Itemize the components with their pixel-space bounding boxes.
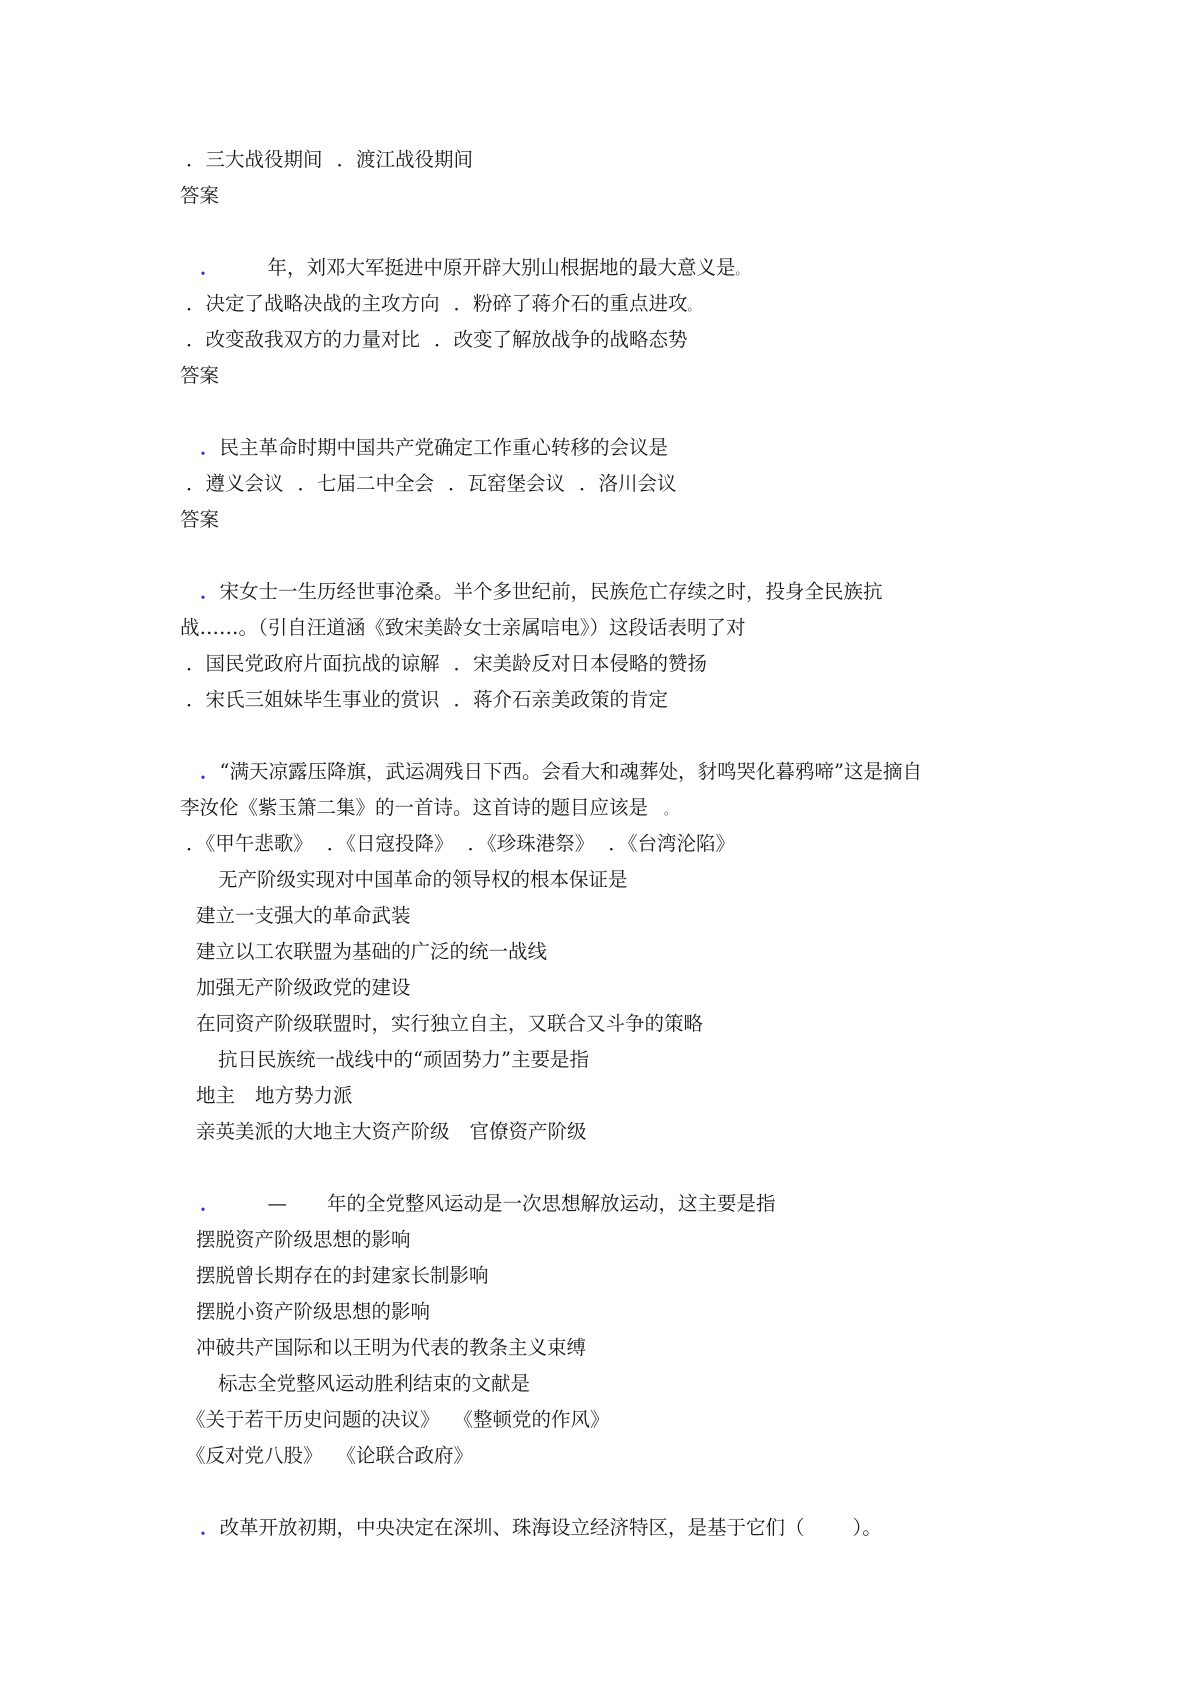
option-c: ．宋氏三姐妹毕生事业的赏识 [186, 688, 440, 711]
question-number-marker: ． [200, 580, 220, 603]
question-text: 宋女士一生历经世事沧桑。半个多世纪前，民族危亡存续之时，投身全民族抗 [219, 580, 883, 603]
option-a: ．决定了战略决战的主攻方向 [186, 292, 440, 315]
question-5-stem: 无产阶级实现对中国革命的领导权的根本保证是 [218, 868, 628, 891]
answer-label: 答案 [180, 364, 220, 387]
question-3-stem-line-1 [200, 580, 883, 604]
option-c: ．《珍珠港祭》 [467, 832, 595, 855]
option-a: ．遵义会议 [186, 472, 284, 495]
option-b: ．七届二中全会 [297, 472, 435, 495]
question-7-option-c: 摆脱小资产阶级思想的影响 [196, 1300, 431, 1323]
question-number-marker: ． [200, 760, 220, 783]
question-4-stem-line-1 [200, 760, 922, 784]
option-b: 《整顿党的作风》 [453, 1408, 610, 1431]
option-d: ．洛川会议 [579, 472, 677, 495]
option-d: 《论联合政府》 [336, 1444, 474, 1467]
option-d: ．蒋介石亲美政策的肯定 [453, 688, 669, 711]
question-8-options-ab [186, 1408, 610, 1432]
option-b: ．宋美龄反对日本侵略的赞扬 [453, 652, 708, 675]
question-number-marker: ． [200, 436, 220, 459]
question-7-option-a: 摆脱资产阶级思想的影响 [196, 1228, 411, 1251]
question-1-options-cd [186, 328, 688, 352]
option-d: ．《台湾沦陷》 [608, 832, 736, 855]
option-c: ．瓦窑堡会议 [448, 472, 566, 495]
question-number-marker: ． [200, 1516, 220, 1539]
option-a: ．国民党政府片面抗战的谅解 [186, 652, 440, 675]
answer-label: 答案 [180, 184, 220, 207]
question-text: 年，刘邓大军挺进中原开辟大别山根据地的最大意义是 [267, 256, 736, 279]
question-text: 年的全党整风运动是一次思想解放运动，这主要是指 [327, 1192, 776, 1215]
question-9-stem: ．改革开放初期，中央决定在深圳、珠海设立经济特区，是基于它们（ ）。 [200, 1516, 882, 1539]
question-text: 民主革命时期中国共产党确定工作重心转移的会议是 [219, 436, 669, 459]
question-2-stem [200, 436, 668, 460]
option-d: ．改变了解放战争的战略态势 [434, 328, 688, 351]
option-c: 亲英美派的大地主大资产阶级 [196, 1120, 450, 1143]
question-8-stem: 标志全党整风运动胜利结束的文献是 [218, 1372, 531, 1395]
question-number-marker: ． [200, 1192, 220, 1215]
question-1-stem: ． 年，刘邓大军挺进中原开辟大别山根据地的最大意义是。 [200, 256, 748, 279]
option-d: 官僚资产阶级 [469, 1120, 587, 1143]
option-c: 《反对党八股》 [186, 1444, 323, 1467]
question-4-options [186, 832, 735, 856]
question-3-options-ab [186, 652, 707, 676]
question-7-stem [200, 1192, 776, 1216]
question-7-option-b: 摆脱曾长期存在的封建家长制影响 [196, 1264, 489, 1287]
question-text: “满天凉露压降旗，武运凋残日下西。会看大和魂葬处，豺鸣哭化暮鸦啼”这是摘自 [219, 760, 922, 783]
question-text: 改革开放初期，中央决定在深圳、珠海设立经济特区，是基于它们（ [219, 1516, 805, 1539]
question-4-stem-line-2: 李汝伦《紫玉箫二集》的一首诗。这首诗的题目应该是 。 [180, 796, 677, 819]
question-8-options-cd [186, 1444, 473, 1468]
question-3-stem-line-2: 战……。（引自汪道涵《致宋美龄女士亲属唁电》）这段话表明了对 [180, 616, 746, 639]
option-a: 地主 [196, 1084, 236, 1107]
question-3-options-cd [186, 688, 668, 712]
year-range-dash: — [267, 1192, 288, 1215]
option-a: ．《甲午悲歌》 [186, 832, 313, 855]
option-b: ．粉碎了蒋介石的重点进攻 [453, 292, 688, 315]
question-number-marker: ． [200, 256, 220, 279]
option-b: 地方势力派 [255, 1084, 353, 1107]
question-2-options [186, 472, 677, 496]
question-5-option-a: 建立一支强大的革命武装 [196, 904, 411, 927]
question-6-options-ab [196, 1084, 353, 1108]
question-6-options-cd [196, 1120, 587, 1144]
question-5-option-d: 在同资产阶级联盟时，实行独立自主，又联合又斗争的策略 [196, 1012, 704, 1035]
option-c: ．改变敌我双方的力量对比 [186, 328, 421, 351]
option-b: ．《日寇投降》 [326, 832, 454, 855]
question-5-option-c: 加强无产阶级政党的建设 [196, 976, 411, 999]
question-7-option-d: 冲破共产国际和以王明为代表的教条主义束缚 [196, 1336, 587, 1359]
answer-label: 答案 [180, 508, 220, 531]
question-1-options-ab: ．决定了战略决战的主攻方向 ．粉碎了蒋介石的重点进攻。 [186, 292, 700, 315]
prev-question-options [186, 148, 473, 172]
option-d: ．渡江战役期间 [336, 148, 474, 171]
option-a: 《关于若干历史问题的决议》 [186, 1408, 440, 1431]
option-c: ．三大战役期间 [186, 148, 323, 171]
question-5-option-b: 建立以工农联盟为基础的广泛的统一战线 [196, 940, 548, 963]
question-6-stem: 抗日民族统一战线中的“顽固势力”主要是指 [218, 1048, 589, 1071]
